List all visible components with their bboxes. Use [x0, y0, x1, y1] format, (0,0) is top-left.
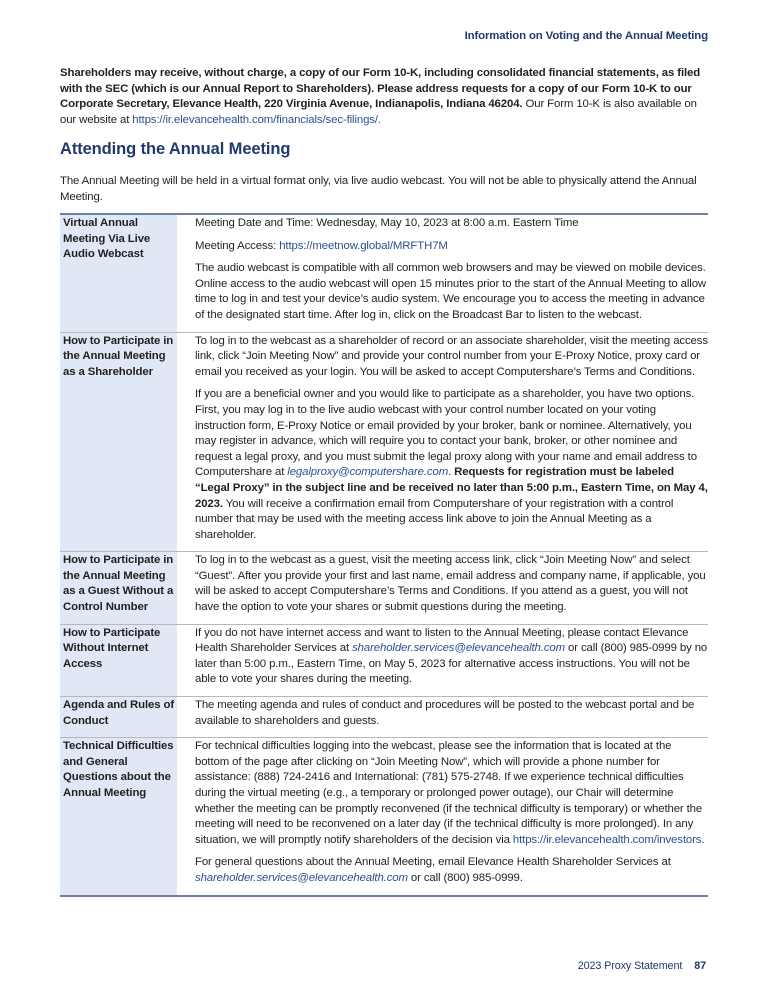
- text: Meeting Date and Time: Wednesday, May 10, 2023 at 8:00 a.m. Eastern Time: [195, 217, 579, 229]
- row-content: [177, 738, 708, 894]
- row-content: [177, 625, 708, 696]
- page-number: 87: [694, 960, 706, 972]
- paragraph: [195, 698, 708, 729]
- table-row: [60, 332, 708, 552]
- text: To log in to the webcast as a guest, visit the meeting access link, click “Join Meeting Now” and select “Guest”. After you provide your first and last name, email address and company name, if applicable, you will be asked to accept Computershare’s Terms and Conditions. If you attend as a guest, you will not have the option to vote your shares or submit questions during the meeting.: [195, 554, 706, 614]
- text: Meeting Access:: [195, 239, 280, 252]
- paragraph: [195, 216, 708, 232]
- section-heading: Attending the Annual Meeting: [60, 140, 291, 158]
- row-label: How to Participate in the Annual Meeting as a Shareholder: [60, 333, 177, 552]
- paragraph: [195, 855, 708, 886]
- row-label: Technical Difficulties and General Questions about the Annual Meeting: [60, 738, 177, 894]
- text: If you are a beneficial owner and you would like to participate as a shareholder, you have two options. First, you may log in to the live audio webcast with your control number located on your voting instruction form, E-Proxy Notice or email provided by your broker, bank or nominee. Alternatively, you may register in advance, which will require you to contact your bank, broker, or other nominee and request a legal proxy, and you must submit the legal proxy along with your name and email address to Computershare at: [195, 388, 697, 479]
- email-link[interactable]: legalproxy@computershare.com: [287, 466, 449, 479]
- url-link[interactable]: https://meetnow.global/MRFTH7M: [279, 239, 448, 252]
- paragraph: [195, 626, 708, 688]
- paragraph: [195, 261, 708, 323]
- row-label: Virtual Annual Meeting Via Live Audio Webcast: [60, 215, 177, 332]
- text: The audio webcast is compatible with all common web browsers and may be viewed on mobile devices. Online access to the audio webcast will open 15 minutes prior to the start of the Annual Meeting to allow time to log in and test your device’s audio system. We encourage you to access the meeting in advance of the designated start time. After log in, click on the Broadcast Bar to listen to the webcast.: [195, 262, 707, 321]
- lead-paragraph: The Annual Meeting will be held in a virtual format only, via live audio webcast. You will not be able to physically attend the Annual Meeting.: [60, 175, 697, 203]
- row-content: [177, 215, 708, 332]
- table-row: [60, 624, 708, 696]
- row-label: Agenda and Rules of Conduct: [60, 697, 177, 737]
- text: .: [448, 466, 455, 479]
- text: The meeting agenda and rules of conduct and procedures will be posted to the webcast portal and be available to shareholders and guests.: [195, 699, 695, 727]
- section-header: Information on Voting and the Annual Meeting: [464, 30, 708, 42]
- table-row: [60, 737, 708, 894]
- row-label: How to Participate in the Annual Meeting as a Guest Without a Control Number: [60, 552, 177, 623]
- text: You will receive a confirmation email from Computershare of your registration with a control number that may be used with the meeting access link above to join the Annual Meeting as a shareholder.: [195, 497, 674, 541]
- table-row: [60, 551, 708, 623]
- footer-doc-title: 2023 Proxy Statement: [577, 960, 683, 972]
- email-link[interactable]: shareholder.services@elevancehealth.com: [352, 642, 565, 655]
- paragraph: [195, 239, 708, 255]
- text: To log in to the webcast as a shareholder of record or an associate shareholder, visit the meeting access link, click “Join Meeting Now” and provide your control number from your E-Proxy Notice, proxy card or email you received as your login. You will be asked to accept Computershare’s Terms and Conditions.: [195, 334, 708, 378]
- page-footer: [578, 959, 706, 975]
- row-content: [177, 333, 708, 552]
- text: or call (800) 985-0999.: [407, 871, 523, 884]
- bold-text: Shareholders may receive, without charge, a copy of our Form 10-K, including consolidated financial statements, as filed with the SEC (which is our Annual Report to Shareholders). Please address requests for a copy of our Form 10-K to our Corporate Secretary, Elevance Health, 220 Virginia Avenue, Indianapolis, Indiana 46204.: [60, 67, 701, 111]
- text: or call (800) 985-0999 by no later than 5:00 p.m., Eastern Time, on May 5, 2023 for alternative access instructions. You will not be able to vote your shares during the meeting.: [195, 642, 708, 686]
- row-content: [177, 697, 708, 737]
- text: If you do not have internet access and want to listen to the Annual Meeting, please contact Elevance Health Shareholder Services at: [195, 626, 689, 655]
- row-label: How to Participate Without Internet Access: [60, 625, 177, 696]
- bold-text: Requests for registration must be labeled “Legal Proxy” in the subject line and be received no later than 5:00 p.m., Eastern Time, on May 4, 2023.: [195, 466, 708, 510]
- paragraph: [195, 334, 708, 381]
- table-row: [60, 215, 708, 332]
- text: For technical difficulties logging into the webcast, please see the information that is located at the bottom of the page after clicking on “Join Meeting Now”, which will provide a phone number for assistance: (888) 724-2416 and International: (781) 575-2748. If we experience technical difficulties during the virtual meeting (e.g., a temporary or prolonged power outage), our Chair will determine whether the meeting can be promptly reconvened (if the technical difficulty is temporary) or whether the meeting will need to be reconvened on a later day (if the technical difficulty is more prolonged). In any situation, we will promptly notify shareholders of the decision via: [195, 740, 703, 846]
- paragraph: [195, 739, 708, 848]
- url-link[interactable]: https://ir.elevancehealth.com/investors.: [512, 833, 705, 846]
- row-content: [177, 552, 708, 623]
- url-link[interactable]: https://ir.elevancehealth.com/financials/sec-filings/.: [132, 113, 381, 126]
- table-row: [60, 696, 708, 737]
- paragraph: [195, 387, 708, 543]
- email-link[interactable]: shareholder.services@elevancehealth.com: [195, 871, 408, 884]
- intro-paragraph: [60, 66, 710, 128]
- meeting-info-table: [60, 213, 708, 897]
- text: Our Form 10-K is also available on our website at: [60, 98, 697, 126]
- text: For general questions about the Annual Meeting, email Elevance Health Shareholder Services at: [195, 856, 671, 869]
- paragraph: [195, 553, 708, 615]
